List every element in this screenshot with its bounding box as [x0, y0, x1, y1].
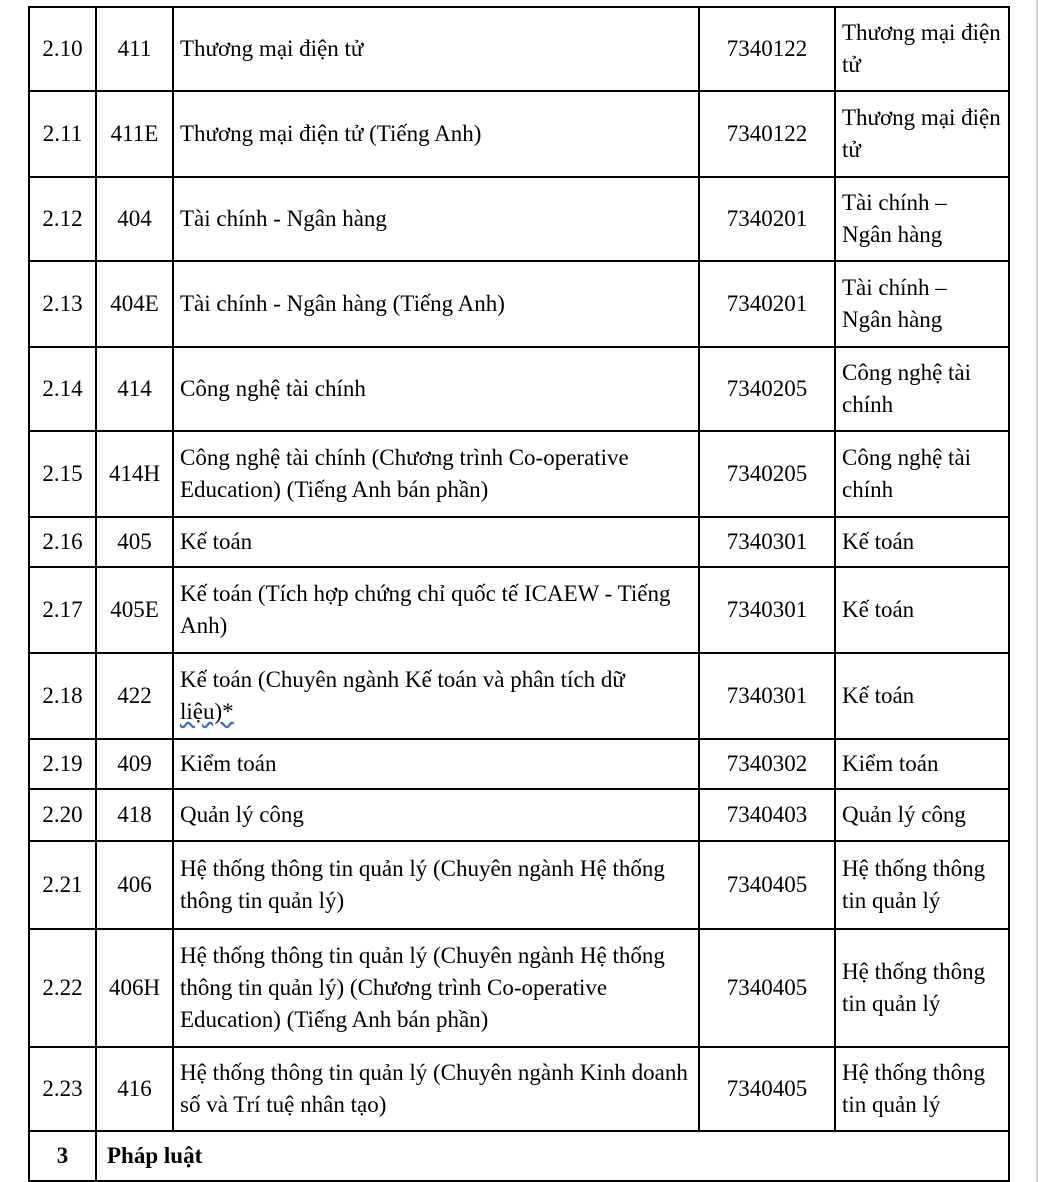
- table-row: [29, 789, 1009, 841]
- program-name-part: Kế toán (Chuyên ngành Kế toán và phân tích dữ: [180, 667, 625, 692]
- row-number-cell: 2.20: [29, 789, 96, 841]
- program-name-cell: Tài chính - Ngân hàng (Tiếng Anh): [173, 261, 699, 347]
- program-name-cell: Hệ thống thông tin quản lý (Chuyên ngành Hệ thống thông tin quản lý): [173, 841, 699, 929]
- row-number-cell: 2.10: [29, 7, 96, 91]
- row-number-cell: 2.17: [29, 567, 96, 653]
- major-name-cell: Kiểm toán: [835, 739, 1009, 789]
- program-name-cell: Kiểm toán: [173, 739, 699, 789]
- table-row: [29, 567, 1009, 653]
- program-code-cell: 406: [96, 841, 173, 929]
- program-code-cell: 414H: [96, 431, 173, 517]
- table-row: [29, 739, 1009, 789]
- program-name-cell: Hệ thống thông tin quản lý (Chuyên ngành Kinh doanh số và Trí tuệ nhân tạo): [173, 1047, 699, 1131]
- table-row: [29, 177, 1009, 261]
- major-name-cell: Thương mại điện tử: [835, 91, 1009, 177]
- program-code-cell: 406H: [96, 929, 173, 1047]
- row-number-cell: 2.16: [29, 517, 96, 567]
- program-name-cell: Tài chính - Ngân hàng: [173, 177, 699, 261]
- major-name-cell: Công nghệ tài chính: [835, 431, 1009, 517]
- major-code-cell: 7340405: [699, 1047, 835, 1131]
- program-code-cell: 411: [96, 7, 173, 91]
- major-name-cell: Hệ thống thông tin quản lý: [835, 1047, 1009, 1131]
- program-table: [28, 6, 1010, 1182]
- row-number-cell: 2.22: [29, 929, 96, 1047]
- major-code-cell: 7340403: [699, 789, 835, 841]
- table-row: [29, 517, 1009, 567]
- section-number-cell: 3: [29, 1131, 96, 1181]
- major-code-cell: 7340122: [699, 91, 835, 177]
- row-number-cell: 2.15: [29, 431, 96, 517]
- major-code-cell: 7340301: [699, 517, 835, 567]
- row-number-cell: 2.19: [29, 739, 96, 789]
- program-name-cell: Thương mại điện tử: [173, 7, 699, 91]
- table-row: [29, 1047, 1009, 1131]
- program-name-cell: Công nghệ tài chính: [173, 347, 699, 431]
- major-code-cell: 7340405: [699, 841, 835, 929]
- program-code-cell: 405: [96, 517, 173, 567]
- row-number-cell: 2.12: [29, 177, 96, 261]
- table-row: [29, 929, 1009, 1047]
- program-table-body: [29, 7, 1009, 1181]
- table-row: [29, 91, 1009, 177]
- table-row: [29, 841, 1009, 929]
- spellcheck-underlined-text: liệu)*: [180, 699, 234, 724]
- row-number-cell: 2.18: [29, 653, 96, 739]
- program-name-cell: Thương mại điện tử (Tiếng Anh): [173, 91, 699, 177]
- major-name-cell: Kế toán: [835, 517, 1009, 567]
- program-code-cell: 409: [96, 739, 173, 789]
- row-number-cell: 2.21: [29, 841, 96, 929]
- program-name-cell: Hệ thống thông tin quản lý (Chuyên ngành Hệ thống thông tin quản lý) (Chương trình Co-operative Education) (Tiếng Anh bán phần): [173, 929, 699, 1047]
- major-name-cell: Tài chính – Ngân hàng: [835, 177, 1009, 261]
- program-code-cell: 414: [96, 347, 173, 431]
- major-name-cell: Thương mại điện tử: [835, 7, 1009, 91]
- major-code-cell: 7340302: [699, 739, 835, 789]
- program-code-cell: 405E: [96, 567, 173, 653]
- program-code-cell: 404: [96, 177, 173, 261]
- program-code-cell: 404E: [96, 261, 173, 347]
- major-code-cell: 7340405: [699, 929, 835, 1047]
- table-row: [29, 347, 1009, 431]
- row-number-cell: 2.13: [29, 261, 96, 347]
- major-code-cell: 7340301: [699, 567, 835, 653]
- program-name-cell: Kế toán: [173, 517, 699, 567]
- table-row: [29, 7, 1009, 91]
- major-code-cell: 7340205: [699, 431, 835, 517]
- major-name-cell: Công nghệ tài chính: [835, 347, 1009, 431]
- major-name-cell: Kế toán: [835, 653, 1009, 739]
- major-code-cell: 7340122: [699, 7, 835, 91]
- major-name-cell: Hệ thống thông tin quản lý: [835, 929, 1009, 1047]
- program-code-cell: 411E: [96, 91, 173, 177]
- table-row: [29, 653, 1009, 739]
- major-name-cell: Kế toán: [835, 567, 1009, 653]
- program-name-cell: Quản lý công: [173, 789, 699, 841]
- major-name-cell: Hệ thống thông tin quản lý: [835, 841, 1009, 929]
- program-code-cell: 418: [96, 789, 173, 841]
- section-row: [29, 1131, 1009, 1181]
- major-name-cell: Quản lý công: [835, 789, 1009, 841]
- section-title-cell: Pháp luật: [96, 1131, 1009, 1181]
- row-number-cell: 2.11: [29, 91, 96, 177]
- program-name-cell: [173, 653, 699, 739]
- program-code-cell: 422: [96, 653, 173, 739]
- program-code-cell: 416: [96, 1047, 173, 1131]
- major-code-cell: 7340301: [699, 653, 835, 739]
- table-row: [29, 261, 1009, 347]
- program-name-cell: Công nghệ tài chính (Chương trình Co-operative Education) (Tiếng Anh bán phần): [173, 431, 699, 517]
- major-code-cell: 7340201: [699, 261, 835, 347]
- row-number-cell: 2.23: [29, 1047, 96, 1131]
- row-number-cell: 2.14: [29, 347, 96, 431]
- table-row: [29, 431, 1009, 517]
- major-name-cell: Tài chính – Ngân hàng: [835, 261, 1009, 347]
- program-name-cell: Kế toán (Tích hợp chứng chỉ quốc tế ICAEW - Tiếng Anh): [173, 567, 699, 653]
- major-code-cell: 7340205: [699, 347, 835, 431]
- major-code-cell: 7340201: [699, 177, 835, 261]
